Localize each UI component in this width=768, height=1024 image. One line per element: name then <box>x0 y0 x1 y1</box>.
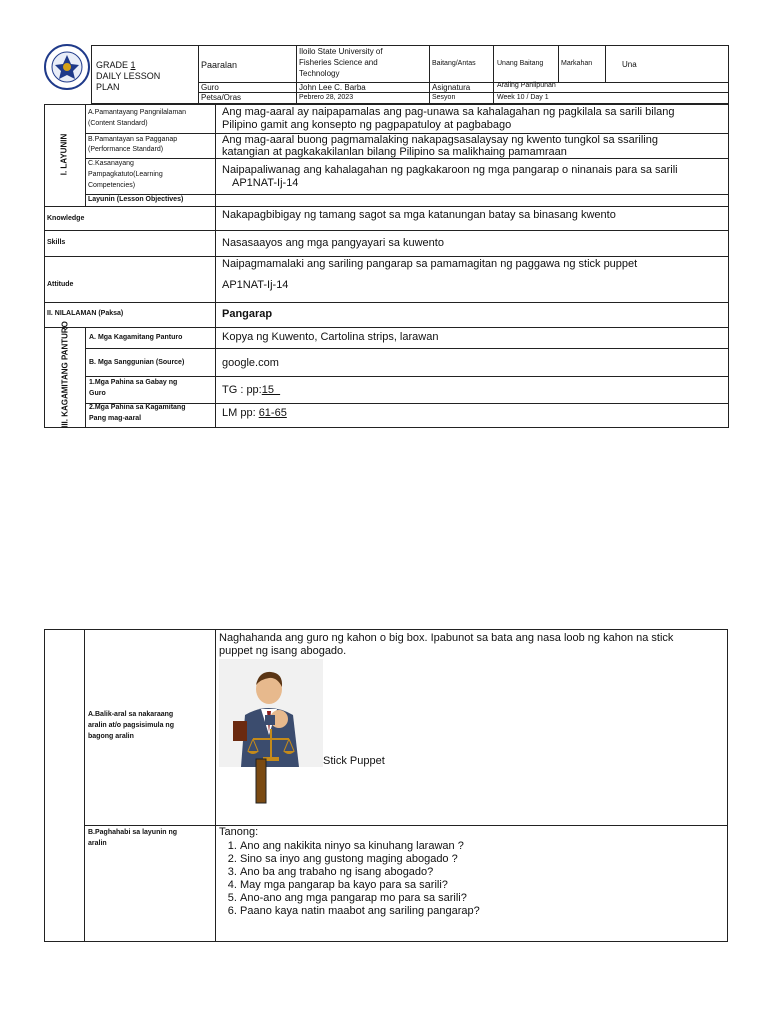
content-standard-label: A.Pamantayang Pangnilalaman <box>88 109 187 116</box>
question-list <box>220 840 720 918</box>
content-standard-value: Ang mag-aaral ay naipapamalas ang pag-unawa sa kahalagahan ng pagkilala sa sarili bilang <box>222 106 675 118</box>
grade-label: GRADE 1 <box>96 60 136 70</box>
gabay-guro-sub: Guro <box>89 390 106 397</box>
lesson-objectives-label: Layunin (Lesson Objectives) <box>88 196 184 203</box>
daily-lesson-label: DAILY LESSON <box>96 71 161 81</box>
layunin-section-label: I. LAYUNIN <box>59 133 69 176</box>
lawyer-puppet-icon <box>219 659 323 804</box>
performance-standard-sub: (Performance Standard) <box>88 146 164 153</box>
petsa-label: Petsa/Oras <box>201 93 242 102</box>
knowledge-label: Knowledge <box>47 215 85 222</box>
sanggunian-label: B. Mga Sanggunian (Source) <box>89 359 185 366</box>
list-item: 2. Sino sa inyo ang gustong maging abogado ? <box>240 853 720 866</box>
balik-aral-sub: aralin at/o pagsisimula ng <box>88 722 174 729</box>
paghahabi-sub: aralin <box>88 840 107 847</box>
competencies-sub: Pampagkatuto(Learning <box>88 171 163 178</box>
markahan-value: Una <box>622 60 637 69</box>
petsa-value: Pebrero 28, 2023 <box>299 94 354 101</box>
sesyon-label: Sesyon <box>432 94 456 101</box>
performance-standard-value: Ang mag-aaral buong pagmamalaking nakapagsasalaysay ng kwento tungkol sa ssariling <box>222 134 658 146</box>
guro-value: John Lee C. Barba <box>299 83 366 92</box>
performance-standard-label: B.Pamantayan sa Pagganap <box>88 136 178 143</box>
plan-label: PLAN <box>96 82 120 92</box>
nilalaman-value: Pangarap <box>222 308 273 320</box>
competencies-label: C.Kasanayang <box>88 160 134 167</box>
content-standard-value-2: Pilipino gamit ang konsepto ng pagpapatuloy at pagbabago <box>222 119 512 131</box>
skills-label: Skills <box>47 239 66 246</box>
kagamitan-a-label: A. Mga Kagamitang Panturo <box>89 334 183 341</box>
paaralan-value: Iloilo State University of <box>299 47 383 56</box>
performance-standard-value-2: katangian at pagkakakilanlan bilang Pilipino sa malikhaing pamamraan <box>222 146 567 158</box>
skills-value: Nasasaayos ang mga pangyayari sa kuwento <box>222 237 444 249</box>
list-item: 1. Ano ang nakikita ninyo sa kinuhang larawan ? <box>240 840 720 853</box>
knowledge-value: Nakapagbibigay ng tamang sagot sa mga katanungan batay sa binasang kwento <box>222 209 616 221</box>
list-item: 3. Ano ba ang trabaho ng isang abogado? <box>240 866 720 879</box>
content-standard-sub: (Content Standard) <box>88 120 148 127</box>
kagamitan-section-label: III. KAGAMITANG PANTURO <box>60 321 70 428</box>
tanong-label: Tanong: <box>219 826 259 838</box>
gabay-guro-label: 1.Mga Pahina sa Gabay ng <box>89 379 178 386</box>
list-item: 6. Paano kaya natin maabot ang sariling pangarap? <box>240 905 720 918</box>
nilalaman-label: II. NILALAMAN (Paksa) <box>47 310 124 317</box>
lm-pages-value: LM pp: 61-65 <box>222 407 287 419</box>
list-item: 4. May mga pangarap ba kayo para sa sarili? <box>240 879 720 892</box>
list-item: 5. Ano-ano ang mga pangarap mo para sa sarili? <box>240 892 720 905</box>
baitang-value: Unang Baitang <box>497 60 544 67</box>
balik-aral-label: A.Balik-aral sa nakaraang <box>88 711 174 718</box>
attitude-value: Naipagmamalaki ang sariling pangarap sa pamamagitan ng paggawa ng stick puppet <box>222 258 638 270</box>
attitude-code: AP1NAT-Ij-14 <box>222 279 289 291</box>
balik-aral-sub-2: bagong aralin <box>88 733 134 740</box>
kagamitan-mag-aaral-label: 2.Mga Pahina sa Kagamitang <box>89 404 186 411</box>
kagamitan-a-value: Kopya ng Kuwento, Cartolina strips, larawan <box>222 331 439 343</box>
baitang-label: Baitang/Antas <box>432 60 476 67</box>
competencies-code: AP1NAT-Ij-14 <box>232 177 299 189</box>
kagamitan-mag-aaral-sub: Pang mag-aaral <box>89 415 142 422</box>
competencies-sub-2: Competencies) <box>88 182 136 189</box>
sanggunian-value: google.com <box>222 357 279 369</box>
sesyon-value: Week 10 / Day 1 <box>497 94 549 101</box>
header-box <box>91 45 729 104</box>
asignatura-label: Asignatura <box>432 83 471 92</box>
competencies-value: Naipapaliwanag ang kahalagahan ng pagkakaroon ng mga pangarap o ninanais para sa sarili <box>222 164 678 176</box>
paaralan-value-2: Fisheries Science and <box>299 58 378 67</box>
balik-aral-value: Naghahanda ang guro ng kahon o big box. Ipabunot sa bata ang nasa loob ng kahon na stick <box>219 632 674 644</box>
paaralan-label: Paaralan <box>201 60 238 70</box>
asignatura-value: Araling Panlipunan <box>497 82 556 89</box>
guro-label: Guro <box>201 83 219 92</box>
balik-aral-value-2: puppet ng isang abogado. <box>219 645 347 657</box>
paghahabi-label: B.Paghahabi sa layunin ng <box>88 829 178 836</box>
paaralan-value-3: Technology <box>299 69 340 78</box>
puppet-caption: Stick Puppet <box>323 755 385 767</box>
deped-seal-icon <box>44 44 90 90</box>
attitude-label: Attitude <box>47 281 74 288</box>
markahan-label: Markahan <box>561 60 593 67</box>
tg-pages-value: TG : pp:15 <box>222 384 281 396</box>
